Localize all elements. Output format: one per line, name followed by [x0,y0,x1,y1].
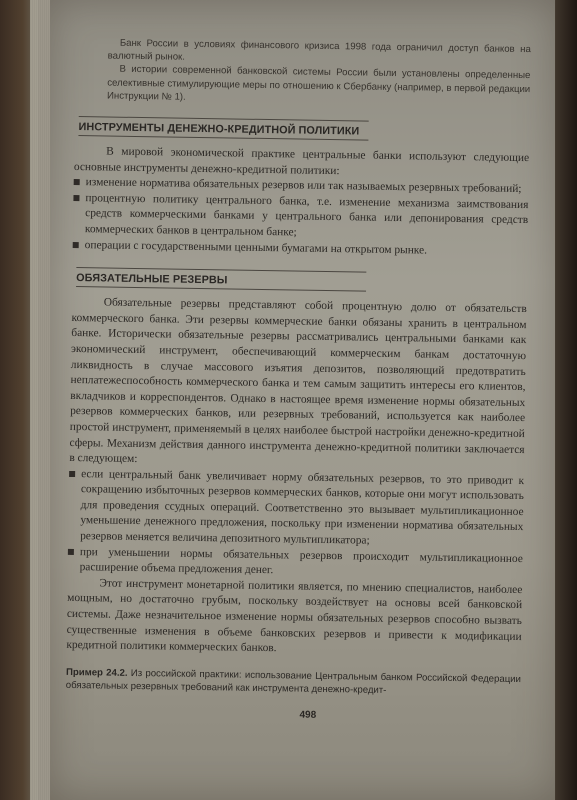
book-page [50,0,555,800]
list-item-text: процентную политику центрального банка, т.е. изменение механизма заимствования средств коммерческими банками у центрального банка или депонирования средств коммерческих банков в центральном банке; [84,191,529,239]
intro-paragraph-1: Банк России в условиях финансового кризиса 1998 года ограничил доступ банков на валютный рынок. [107,37,531,63]
section2-paragraph-1: Обязательные резервы представляют собой процентную долю от обязательств коммерческого банка. Эти резервы коммерческие банки обязаны хранить в центральном банке. Исторически обязательные резервы рассматривались центральными банками как экономический инструмент, обеспечивающий коммерческим банкам достаточную ликвидность в случае массового изъятия депозитов, позволяющий предотвратить неплатежеспособность коммерческого банка и тем самым защитить интересы его клиентов, вкладчиков и корреспондентов. Однако в настоящее время изменение нормы обязательных резервов коммерческих банков, или резервных требований, используется как наиболее простой инструмент, применяемый в целях наиболее быстрой настройки денежно-кредитной сферы. Механизм действия данного инструмента денежно-кредитной политики заключается в следующем: [69,296,527,466]
square-bullet-icon [68,549,74,555]
square-bullet-icon [69,471,75,477]
example-block [66,666,521,700]
list-item-text: операции с государственными ценными бумагами на открытом рынке. [84,238,428,257]
square-bullet-icon [74,179,80,185]
example-text: Из российской практики: использование Центральным банком Российской Федерации обязательных резервных требований как инструмента денежно-кредит- [65,667,522,696]
intro-paragraph-2: В истории современной банковской системы России были установлены определенные селективные стимулирующие меры по отношению к Сбербанку (например, в первой редакции Инструкции № 1). [106,64,531,103]
section-heading-instruments: ИНСТРУМЕНТЫ ДЕНЕЖНО-КРЕДИТНОЙ ПОЛИТИКИ [78,116,368,141]
section-heading-reserves: ОБЯЗАТЕЛЬНЫЕ РЕЗЕРВЫ [76,267,366,292]
list-item [68,467,524,552]
list-item-text: если центральный банк увеличивает норму обязательных резервов, то это приводит к сокращению избыточных резервов коммерческих банков, которые они могут использовать для проведения ссудных операций. Соответственно это вызывает мультипликационное уменьшение денежного предложения, поскольку при изменении норматива обязательных резервов меняется величина депозитного мультипликатора; [80,467,525,547]
section1-lead-paragraph: В мировой экономической практике центральные банки используют следующие основные инструменты денежно-кредитной политики: [73,145,530,177]
list-item [73,191,529,245]
square-bullet-icon [73,242,79,248]
section2-paragraph-2: Этот инструмент монетарной политики является, по мнению специалистов, наиболее мощным, но достаточно грубым, поскольку воздействует на основы всей банковской системы. Даже незначительное изменение нормы обязательных резервов способно вызвать существенные изменения в объеме банковских резервов и привести к модификации кредитной политики коммерческих банков. [66,577,523,655]
page-number: 498 [299,709,317,722]
example-label: Пример 24.2. [65,666,128,679]
list-item-text: при уменьшении нормы обязательных резервов происходит мультипликационное расширение объема предложения денег. [79,545,523,577]
page-content [65,36,531,724]
list-item-text: изменение норматива обязательных резервов или так называемых резервных требований; [85,176,522,196]
square-bullet-icon [73,195,79,201]
